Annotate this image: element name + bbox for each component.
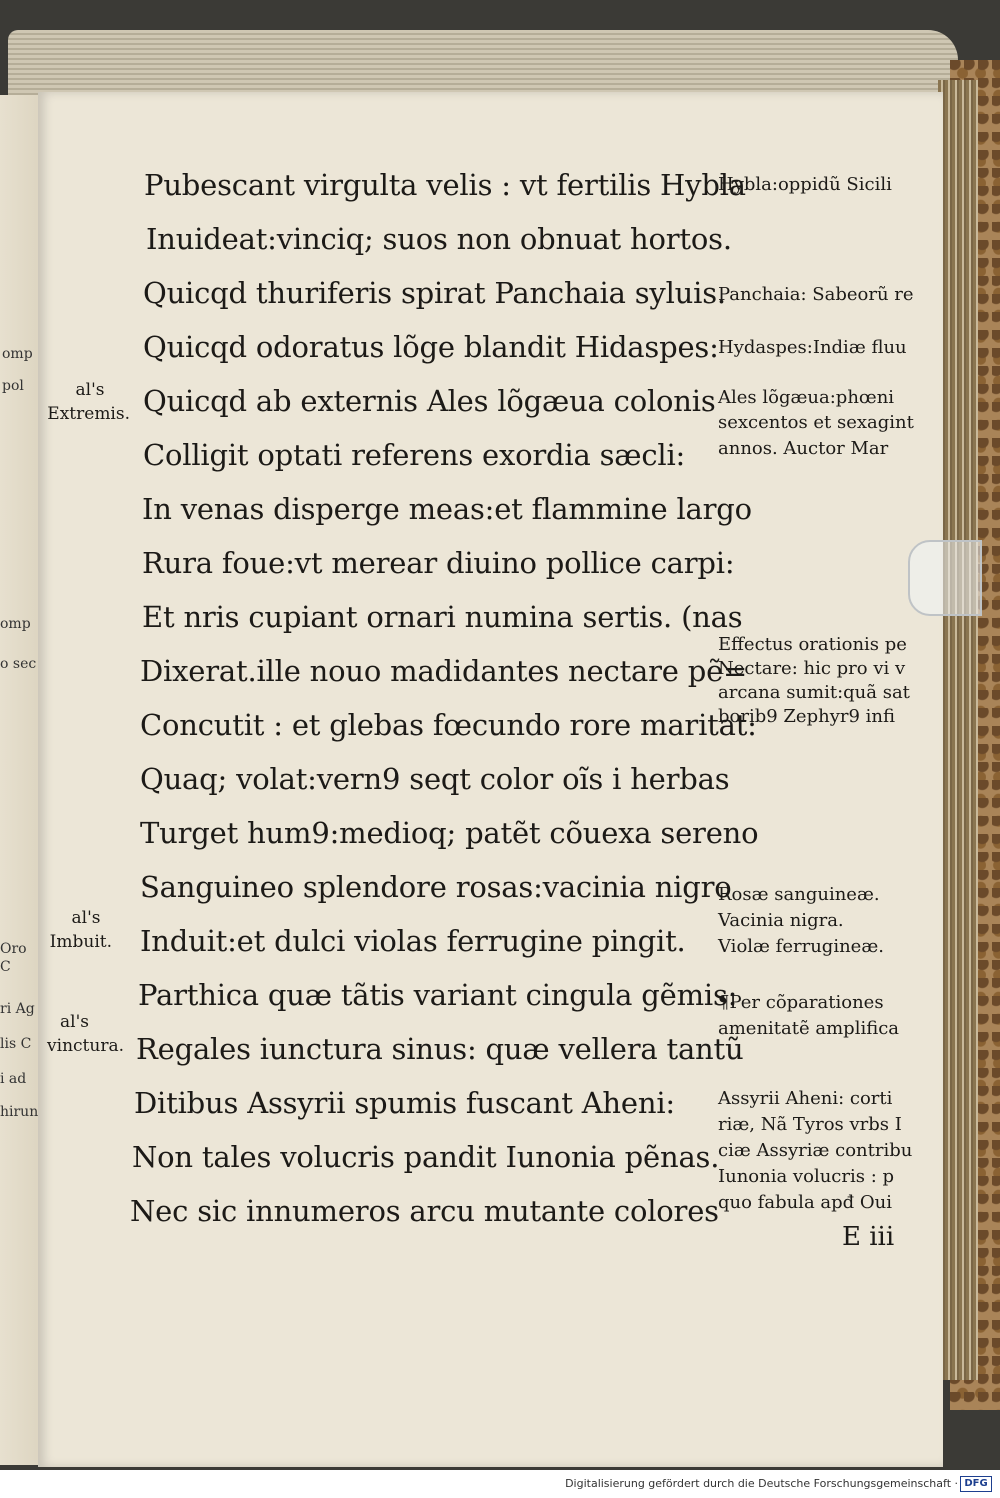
margin-gloss: ¶Per cõparationes: [718, 992, 884, 1013]
margin-gloss: arcana sumit:quã sat: [718, 682, 910, 703]
verse-line: Sanguineo splendore rosas:vacinia nigro: [140, 870, 732, 904]
left-page-fragment: omp: [2, 346, 33, 362]
margin-gloss: ciæ Assyriæ contribu: [718, 1140, 913, 1161]
variant-word: Extremis.: [47, 404, 130, 424]
left-page-fragment: o sec: [0, 656, 37, 672]
verse-line: Turget hum9:medioq; patẽt cõuexa sereno: [140, 816, 759, 850]
margin-gloss: annos. Auctor Mar: [718, 438, 889, 459]
verse-line: Quicqd thuriferis spirat Panchaia syluis.: [143, 276, 726, 310]
margin-gloss: riæ, Nã Tyros vrbs I: [718, 1114, 902, 1135]
variant-reading: [30, 378, 130, 426]
variant-prefix: al's: [60, 1012, 89, 1032]
footer-bar: [0, 1470, 1000, 1498]
page-clip: [908, 540, 982, 616]
verse-line: Quicqd ab externis Ales lõgæua colonis: [143, 384, 716, 418]
signature-mark: E iii: [842, 1222, 895, 1252]
verse-line: In venas disperge meas:et flammine largo: [142, 492, 752, 526]
margin-gloss: Nectare: hic pro vi v: [718, 658, 906, 679]
dfg-logo: DFG: [960, 1476, 992, 1492]
verse-line: Nec sic innumeros arcu mutante colores: [130, 1194, 719, 1228]
margin-gloss: quo fabula apđ Oui: [718, 1192, 892, 1213]
margin-gloss: borib9 Zephyr9 infi: [718, 706, 895, 727]
margin-gloss: Assyrii Aheni: corti: [718, 1088, 893, 1109]
verse-line: Colligit optati referens exordia sæcli:: [143, 438, 686, 472]
left-page-fragment: omp: [0, 616, 31, 632]
verse-line: Rura foue:vt merear diuino pollice carpi:: [142, 546, 735, 580]
verse-line: Quicqd odoratus lõge blandit Hidaspes:: [143, 330, 719, 364]
verse-line: Et nris cupiant ornari numina sertis. (nas: [142, 600, 743, 634]
left-page-fragment: lis C: [0, 1036, 32, 1052]
margin-gloss: Panchaia: Sabeorũ re: [718, 284, 914, 305]
verse-line: Induit:et dulci violas ferrugine pingit.: [140, 924, 686, 958]
margin-gloss: sexcentos et sexagint: [718, 412, 914, 433]
margin-gloss: Ales lõgæua:phœni: [718, 387, 895, 408]
variant-reading: [40, 1010, 124, 1058]
book-fore-edges: [938, 80, 978, 1380]
variant-reading: [30, 906, 112, 954]
facing-page-sliver: [0, 95, 42, 1465]
verse-line: Parthica quæ tãtis variant cingula gẽmis:: [138, 978, 738, 1012]
left-page-fragment: i ad: [0, 1071, 27, 1087]
funding-notice: Digitalisierung gefördert durch die Deutsche Forschungsgemeinschaft ·: [565, 1477, 958, 1490]
left-page-fragment: Oro C: [0, 941, 27, 975]
left-page-fragment: pol: [2, 378, 24, 394]
verse-line: Non tales volucris pandit Iunonia pẽnas.: [132, 1140, 720, 1174]
margin-gloss: Hybla:oppidũ Sicili: [718, 174, 892, 195]
margin-gloss: Effectus orationis pe: [718, 634, 907, 655]
verse-line: Regales iunctura sinus: quæ vellera tantũ: [136, 1032, 744, 1066]
verse-line: Ditibus Assyrii spumis fuscant Aheni:: [134, 1086, 675, 1120]
verse-line: Quaq; volat:vern9 seqt color oĩs i herbas: [140, 762, 730, 796]
book-top-edges: [8, 30, 958, 100]
verse-line: Dixerat.ille nouo madidantes nectare pẽ=: [140, 654, 748, 688]
variant-word: vinctura.: [47, 1036, 124, 1056]
verse-line: Inuideat:vinciq; suos non obnuat hortos.: [146, 222, 732, 256]
variant-prefix: al's: [71, 908, 101, 928]
margin-gloss: Violæ ferrugineæ.: [718, 936, 884, 957]
verse-line: Concutit : et glebas fœcundo rore maritat:: [140, 708, 757, 742]
margin-gloss: Vacinia nigra.: [718, 910, 844, 931]
margin-gloss: Iunonia volucris : p: [718, 1166, 895, 1187]
left-page-fragment: hirun: [0, 1104, 39, 1120]
margin-gloss: amenitatẽ amplifica: [718, 1018, 900, 1039]
variant-prefix: al's: [75, 380, 105, 400]
margin-gloss: Rosæ sanguineæ.: [718, 884, 880, 905]
verse-line: Pubescant virgulta velis : vt fertilis Hybla: [144, 168, 746, 202]
left-page-fragment: ri Ag: [0, 1001, 35, 1017]
variant-word: Imbuit.: [49, 932, 112, 952]
margin-gloss: Hydaspes:Indiæ fluu: [718, 337, 907, 358]
